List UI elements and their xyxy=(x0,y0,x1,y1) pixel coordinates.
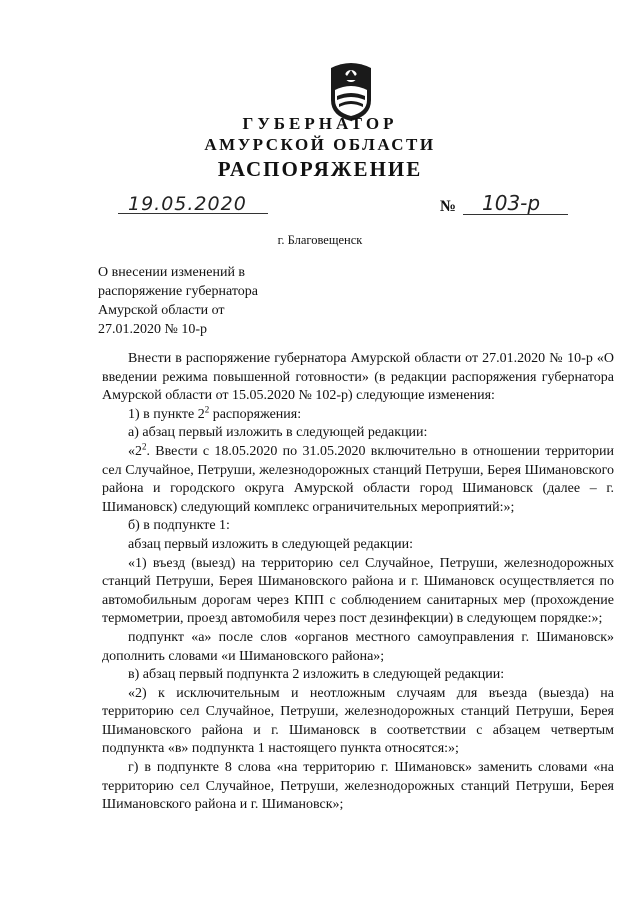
document-date: 19.05.2020 xyxy=(128,193,247,215)
body-paragraph: в) абзац первый подпункта 2 изложить в следующей редакции: xyxy=(128,667,505,683)
body-paragraph xyxy=(102,443,614,517)
paragraph-text: . Ввести с 18.05.2020 по 31.05.2020 включительно в отношении территории сел Случайное, Петруши, железнодорожных станций Петруши, Берея Шимановского района и городского округа Амурской области город Шимановск (далее – г. Шимановск) следующий комплекс ограничительных мероприятий:»; xyxy=(102,443,614,515)
superscript: 2 xyxy=(142,441,147,452)
body-paragraph: г) в подпункте 8 слова «на территорию г. Шимановск» заменить словами «на территорию сел Случайное, Петруши, железнодорожных станций Петруши, Берея Шимановского района и г. Шимановск»; xyxy=(102,760,614,813)
body-paragraph: б) в подпункте 1: xyxy=(128,518,230,534)
coat-of-arms-emblem xyxy=(327,60,375,122)
document-subject xyxy=(98,263,318,339)
body-paragraph: а) абзац первый изложить в следующей редакции: xyxy=(128,425,428,441)
subject-line: Амурской области от xyxy=(98,303,225,318)
subject-line: О внесении изменений в xyxy=(98,265,246,280)
body-paragraph: абзац первый изложить в следующей редакции: xyxy=(128,536,414,552)
city-line: г. Благовещенск xyxy=(277,233,363,247)
subject-line: 27.01.2020 № 10-р xyxy=(98,322,208,337)
paragraph-text: 1) в пункте 2 xyxy=(128,406,205,422)
number-label: № xyxy=(440,198,457,215)
document-type-title: РАСПОРЯЖЕНИЕ xyxy=(217,157,423,181)
subject-line: распоряжение губернатора xyxy=(98,284,258,299)
body-paragraph: Внести в распоряжение губернатора Амурской области от 27.01.2020 № 10-р «О введении режима повышенной готовности» (в редакции распоряжения губернатора Амурской области от 15.05.2020 № 102-р) следующие изменения: xyxy=(102,351,614,404)
paragraph-text: распоряжения: xyxy=(209,406,302,422)
body-paragraph: «1) въезд (выезд) на территорию сел Случайное, Петруши, железнодорожных станций Петруши, Берея Шимановского района и г. Шимановск осуществляется по автомобильным дорогам через КПП с соблюдением санитарных мер (прохождение термометрии, проезд автомобиля через пост дезинфекции) в следующем порядке:»; xyxy=(102,555,614,627)
header-title-governor: ГУБЕРНАТОР xyxy=(242,114,398,133)
body-paragraph: «2) к исключительным и неотложным случаям для въезда (выезда) на территорию сел Случайное, Петруши, железнодорожных станций Петруши, Берея Шимановского района и г. Шимановск в соответствии с абзацем четвертым подпункта «в» подпункта 1 настоящего пункта относятся:»; xyxy=(102,685,614,757)
paragraph-text: «2 xyxy=(128,443,142,459)
date-underline xyxy=(118,213,268,214)
body-paragraph: подпункт «а» после слов «органов местного самоуправления г. Шимановск» дополнить словами «и Шимановского района»; xyxy=(102,629,614,664)
document-body xyxy=(102,350,614,815)
body-paragraph xyxy=(102,406,614,425)
superscript: 2 xyxy=(204,404,210,415)
document-number: 103-р xyxy=(482,191,541,215)
number-underline xyxy=(463,214,568,215)
header-region: АМУРСКОЙ ОБЛАСТИ xyxy=(204,135,436,154)
